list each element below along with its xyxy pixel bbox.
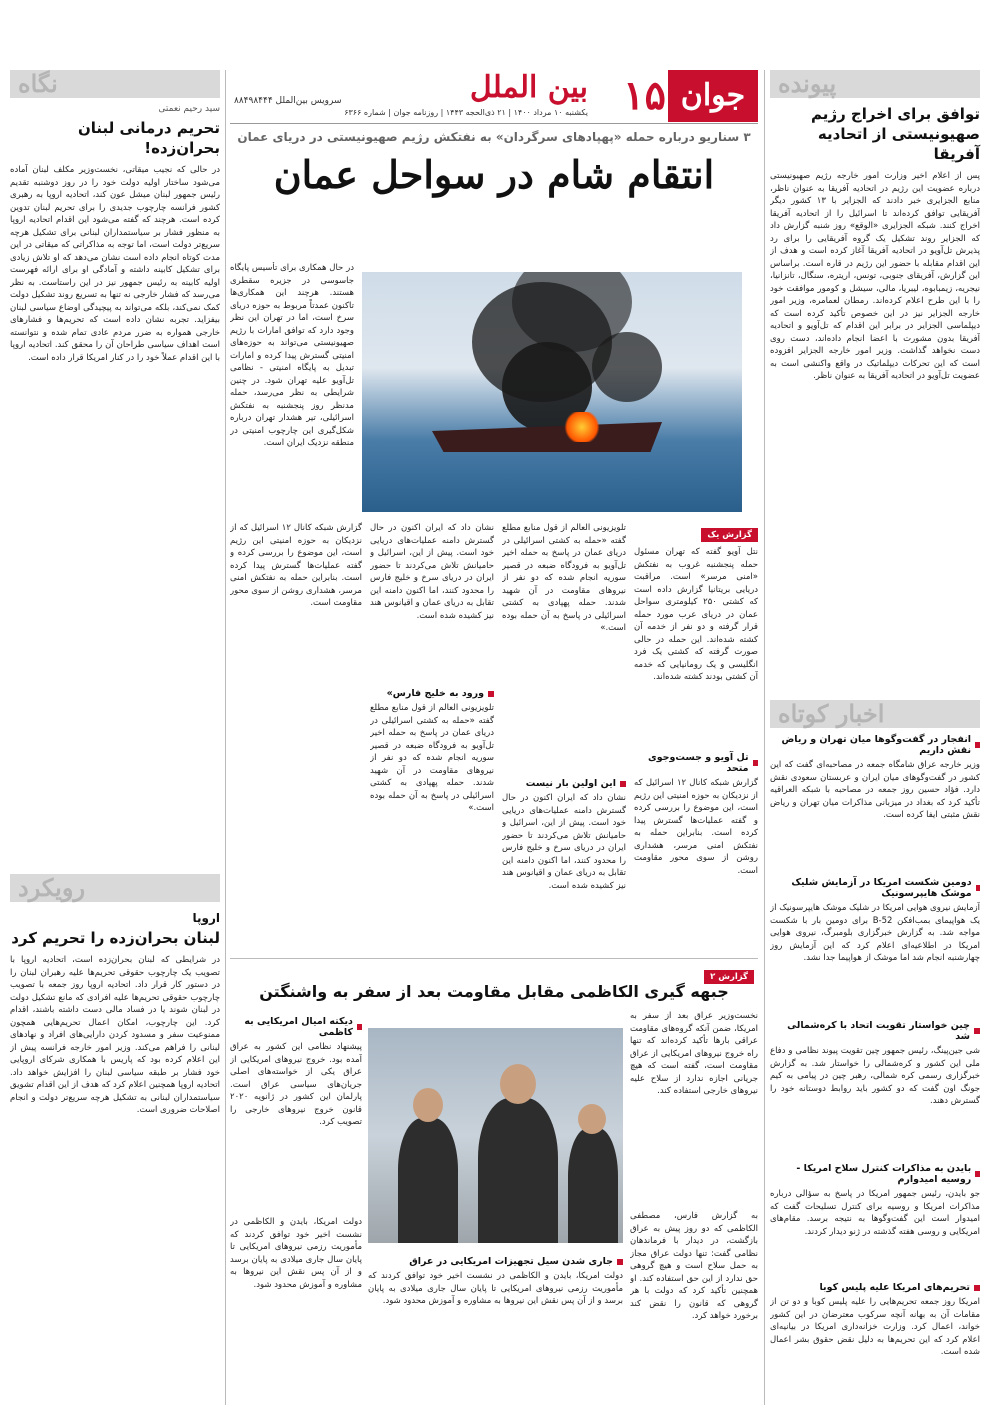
right-column — [770, 70, 980, 1405]
person-figure — [568, 1128, 618, 1243]
lead-headline[interactable]: انتقام شام در سواحل عمان — [273, 152, 715, 197]
news-body: امریکا روز جمعه تحریم‌هایی را علیه پلیس کوبا و دو تن از مقامات آن به بهانه آنچه سرکوب معترضان در این کشور خواند، اعمال کرد. وزارت خزانه‌داری امریکا در بیانیه‌ای اعلام کرد که این تحریم‌ها به دلیل نقض حقوق بشر اعمال شده است. — [770, 1297, 980, 1357]
news-title[interactable]: چین خواستار تقویت اتحاد با کره‌شمالی شد — [770, 1020, 980, 1042]
newspaper-logo[interactable]: جوان — [668, 70, 758, 122]
lead-subhead: ورود به خلیج فارس» — [370, 688, 494, 699]
news-body: وزیر خارجه عراق شامگاه جمعه در مصاحبه‌ای گفت که این کشور در گفت‌وگوهای میان ایران و عربستان سعودی نقش دارد. فؤاد حسین روز جمعه در مصاحبه با شبکه العراقیه تأکید کرد که بغداد در میزبانی مذاکرات میان تهران و ریاض نقش مثبتی ایفا کرده است. — [770, 760, 980, 820]
page-number-badge: ۱۵ — [623, 72, 666, 119]
news-title[interactable]: دومین شکست امریکا در آزمایش شلیک موشک هایپرسونیک — [770, 877, 980, 899]
band-watermark: پیونده — [778, 69, 837, 98]
column-divider — [225, 70, 226, 1405]
news-body: جو بایدن، رئیس جمهور امریکا در پاسخ به سؤالی درباره مذاکرات امریکا و روسیه برای کنترل تسلیحات گفت که امیدوار است این گفت‌وگوها به نتیجه برسد. مقام‌های امریکایی و روسی هفته گذشته در ژنو دیدار کردند. — [770, 1189, 980, 1237]
story2-headline[interactable]: جبهه گیری الکاظمی مقابل مقاومت بعد از سفر به واشنگتن — [259, 982, 729, 1001]
news-item — [770, 1163, 980, 1276]
news-body: آزمایش نیروی هوایی امریکا در شلیک موشک هایپرسونیک از یک هواپیمای بمب‌افکن B-52 برای دومین بار با شکست مواجه شد. به گزارش خبرگزاری بلومبرگ، نیروی هوایی امریکا در اطلاعیه‌ای اعلام کرد که این آزمایش روز چهارشنبه انجام شد اما موشک از هواپیما جدا نشد. — [770, 903, 980, 963]
lead-story-columns — [230, 522, 758, 962]
left-headline-2[interactable]: لبنان بحران‌زده را تحریم کرد — [11, 929, 220, 947]
bullet-square-icon — [488, 691, 494, 697]
news-item — [770, 1020, 980, 1157]
report-tag-2-wrap — [704, 964, 754, 984]
left-body: در حالی که نجیب میقاتی، نخست‌وزیر مکلف لبنان آماده می‌شود ساختار اولیه دولت خود را در روز دوشنبه تقدیم رئیس جمهور لبنان میشل عون کند، اتحادیه اروپا به رهبری کشور فرانسه چارچوب جدیدی را برای تحریم لبنان تدوین کرده است. هرچند که گفته می‌شود این اقدام اتحادیه اروپا به منظور فشار بر سیاستمداران لبنانی برای تشکیل هرچه سریع‌تر دولت است، اما توجه به مذاکراتی که میقاتی در این مدت کوتاه انجام داده است نشان می‌دهد که او تلاش زیادی برای تشکیل کابینه داشته و آمادگی او برای ارائه فهرست اولیه کابینه به رئیس جمهور نیز در این راستاست. به نظر می‌رسد که فشار خارجی نه تنها به تسریع روند تشکیل دولت کمک نمی‌کند، بلکه می‌تواند به پیچیدگی اوضاع سیاسی لبنان بیفزاید. تجربه نشان داده است که تحریم‌ها و فشارهای خارجی همواره به ضرر مردم عادی تمام شده و نتوانسته است اهداف سیاسی طراحان آن را محقق کند. اتحادیه اروپا با این اقدام عملاً خود را در کنار امریکا قرار داده است. — [10, 165, 220, 363]
lead-col-2: تلویزیونی العالم از قول منابع مطلع گفته «حمله به کشتی اسرائیلی در دریای عمان در پاسخ به حمله اخیر تل‌آویو به فرودگاه ضبعه در قصیر سوریه انجام شده که دو نفر از نیروهای مقاومت در آن شهید شدند. حمله پهپادی به کشتی اسرائیلی در پاسخ به آن حمله بوده است.» این اولین بار نیست نشان داد که ایران اکنون در حال گسترش دامنه عملیات‌های دریایی خود است. پیش از این، اسرائیل و حامیانش تلاش می‌کردند تا حضور ایران در دریای سرخ و خلیج فارس را محدود کنند، اما اکنون دامنه این تقابل به دریای عمان و اقیانوس هند نیز کشیده شده است. — [502, 523, 626, 891]
section-band-negah — [10, 70, 220, 98]
author-byline: سید رحیم نعمتی — [158, 104, 220, 114]
news-title[interactable]: بایدن به مذاکرات کنترل سلاح امریکا - روسیه امیدوارم — [770, 1163, 980, 1185]
lead-intro: در حال همکاری برای تأسیس پایگاه جاسوسی در جزیره سقطری هستند. هرچند این همکاری‌ها تاکنون عمدتاً مربوط به حوزه دریای سرخ است، اما در تهران این نظر وجود دارد که توافق امارات با رژیم صهیونیستی می‌تواند به حوزه‌های امنیتی گسترش پیدا کرده و امارات تبدیل به پایگاه امنیتی - نظامی تل‌آویو علیه تهران شود. در چنین شرایطی به نظر می‌رسد، حمله مدنظر روز پنجشنبه به نفتکش اسرائیلی، تیر هشدار تهران درباره شکل‌گیری این چارچوب امنیتی در منطقه نزدیک ایران است. — [230, 263, 354, 448]
right-headline[interactable]: توافق برای اخراج رژیم صهیونیستی از اتحادیه آفریقا — [811, 105, 980, 163]
bullet-square-icon — [620, 781, 626, 787]
person-head — [500, 1064, 536, 1104]
news-item — [770, 877, 980, 1014]
bullet-square-icon — [753, 760, 758, 766]
story2-col-left: دیکته امیال امریکایی به کاظمی پیشنهاد نظامی این کشور به عراق آمده بود. خروج نیروهای امریکایی از عراق یکی از خواسته‌های اصلی جریان‌های سیاسی عراق است. پارلمان این کشور در ژانویه ۲۰۲۰ قانون خروج نیروهای خارجی را تصویب کرد. دولت امریکا، بایدن و الکاظمی در نشست اخیر خود توافق کردند که مأموریت رزمی نیروهای امریکایی تا پایان سال جاری میلادی به پایان برسد و از آن پس نقش این نیروها به مشاوره و آموزش محدود شود. — [230, 1016, 362, 1290]
lead-subhead: تل آویو و جست‌وجوی متحد — [634, 752, 758, 774]
dateline: یکشنبه ۱۰ مرداد ۱۴۰۰ | ۲۱ ذی‌الحجه ۱۴۴۳ | روزنامه جوان | شماره ۶۳۶۶ — [344, 108, 588, 117]
bullet-square-icon — [357, 1024, 362, 1030]
tanker-fire-photo — [362, 272, 742, 512]
smoke-cloud — [592, 332, 662, 402]
story2-col-1: نخست‌وزیر عراق بعد از سفر به امریکا، ضمن آنکه گروه‌های مقاومت عراقی بارها تأکید کرده‌اند که تنها راه خروج نیروهای امریکایی از عراق مقاومت است، گفته است که هیچ جریانی اجازه ندارد از سلاح علیه نیروهای خارجی استفاده کند. به گزارش فارس، مصطفی الکاظمی که دو روز پیش به عراق بازگشت، در دیدار با فرماندهان نظامی گفت: تنها دولت عراق مجاز به حمل سلاح است و هیچ گروهی حق ندارد از این حق استفاده کند. او همچنین تأکید کرد که دولت با هر گروهی که قانون را نقض کند برخورد خواهد کرد. — [630, 1011, 758, 1321]
news-body: شی جین‌پینگ، رئیس جمهور چین تقویت پیوند نظامی و دفاع ملی این کشور و کره‌شمالی را خواستار شد. به گزارش خبرگزاری رسمی کره شمالی، رهبر چین در پیامی به کیم جونگ اون گفت که دو کشور باید روابط دوستانه خود را گسترش دهند. — [770, 1046, 980, 1106]
bullet-square-icon — [975, 742, 980, 748]
news-title[interactable]: تحریم‌های امریکا علیه پلیس کوبا — [770, 1282, 980, 1293]
bullet-square-icon — [617, 1259, 623, 1265]
band-watermark: نگاه — [18, 69, 58, 98]
person-figure — [478, 1098, 558, 1243]
service-phone: سرویس بین‌الملل ۸۸۴۹۸۴۴۴ — [234, 96, 342, 106]
bullet-square-icon — [975, 1171, 980, 1177]
kadhimi-photo — [368, 1028, 623, 1243]
tanker-ship — [432, 422, 662, 452]
story-divider — [230, 958, 758, 959]
column-divider — [764, 70, 765, 1405]
band-watermark-2: رویکرد — [18, 873, 86, 902]
band-watermark-2: اخبار کوتاه — [778, 699, 885, 728]
fire-glow — [562, 412, 602, 442]
lead-subhead: این اولین بار نیست — [502, 778, 626, 789]
news-item — [770, 1282, 980, 1384]
bullet-square-icon — [976, 885, 980, 891]
lead-kicker: ۳ سناریو درباره حمله «پهپادهای سرگردان» به نفتکش رژیم صهیونیستی در دریای عمان — [237, 130, 751, 144]
bullet-square-icon — [974, 1028, 980, 1034]
report-tag-2: گزارش ۲ — [704, 970, 754, 984]
story2-subhead: دیکته امیال امریکایی به کاظمی — [230, 1016, 362, 1038]
section-band-news — [770, 700, 980, 728]
story2-photo-top — [368, 1010, 623, 1028]
left-headline[interactable]: تحریم درمانی لبنان بحران‌زده! — [78, 119, 220, 157]
section-title: بین الملل — [469, 70, 588, 105]
report-tag: گزارش یک — [701, 528, 758, 542]
story2-subhead: جاری شدن سیل تجهیزات امریکایی در عراق — [368, 1256, 623, 1267]
person-head — [578, 1104, 606, 1134]
person-head — [413, 1088, 443, 1122]
section-band-peyvand — [770, 70, 980, 98]
section-band-rooykard — [10, 874, 220, 902]
news-item — [770, 734, 980, 871]
lead-col-4: گزارش شبکه کانال ۱۲ اسرائیل که از نزدیکان به حوزه امنیتی این رژیم است، این موضوع را بررسی کرده و گفته عملیات‌ها گسترش پیدا کرده است. بنابراین حمله به نفتکش امنی مرسر، هشداری روشن از سوی محور مقاومت است. — [230, 523, 362, 608]
left-body-2: در شرایطی که لبنان بحران‌زده است، اتحادیه اروپا با تصویب یک چارچوب حقوقی تحریم‌ها علیه رهبران لبنان را در دستور کار قرار داد. اتحادیه اروپا روز جمعه با تصویب چارچوب حقوقی تحریم‌ها علیه افرادی که مانع تشکیل دولت در لبنان شوند یا در فساد مالی دست داشته باشند، اقدام کرد. این چارچوب، امکان اعمال تحریم‌هایی همچون ممنوعیت سفر و مسدود کردن دارایی‌های افراد و نهادهای لبنانی را فراهم می‌کند. وزیر امور خارجه فرانسه پیش از این اعلام کرده بود که پاریس با همکاری شرکای اروپایی خود فشار بر طبقه سیاسی لبنان را افزایش خواهد داد. اتحادیه اروپا همچنین اعلام کرد که هدف از این اقدام تشویق سیاستمداران لبنانی به تشکیل هرچه سریع‌تر دولت و انجام اصلاحات ضروری است. — [10, 955, 220, 1115]
news-title[interactable]: انفجار در گفت‌وگوها میان تهران و ریاض نقش داریم — [770, 734, 980, 756]
masthead — [230, 70, 758, 124]
left-column — [10, 70, 220, 1405]
left-headline-2-kicker: اروپا — [192, 911, 220, 925]
right-body: پس از اعلام اخیر وزارت امور خارجه رژیم صهیونیستی درباره عضویت این رژیم در اتحادیه آفریقا به عنوان ناظر، منابع الجزایری خبر دادند که الجزایر با ۱۳ کشور دیگر آفریقایی توافق کرده‌اند تا اسرائیل را از اتحادیه آفریقا اخراج کنند. شبکه الجزایری «الوقع» روز شنبه گزارش داد که الجزایر روند تشکیل یک گروه آفریقایی را برای رد پذیرش تل‌آویو در اتحادیه آفریقا آغاز کرده است و هدف از این اقدام مقابله با حضور این رژیم در قاره است. براساس این گزارش، آفریقای جنوبی، تونس، اریتره، سنگال، تانزانیا، نیجریه، زیمبابوه، لیبریا، مالی، سیشل و کومور موافقت خود را با این طرح اعلام کرده‌اند. رمطان لعمامره، وزیر امور خارجه الجزایر نیز در این خصوص تأکید کرده است که دیپلماسی الجزایر در برابر این اقدام که تل‌آویو و اتحادیه آفریقا بدون مشورت با اعضا انجام داده‌اند، دست روی دست نخواهد گذاشت. وزیر امور خارجه الجزایر افزوده است که این تحرکات دیپلماتیک در واقع واکنشی است به عضویت تل‌آویو در اتحادیه آفریقا به عنوان ناظر. — [770, 171, 980, 381]
story2-below-photo: جاری شدن سیل تجهیزات امریکایی در عراق دولت امریکا، بایدن و الکاظمی در نشست اخیر خود توافق کردند که مأموریت رزمی نیروهای امریکایی تا پایان سال جاری میلادی به پایان برسد و از آن پس نقش این نیروها به مشاوره و آموزش محدود شود. — [368, 1256, 623, 1306]
lead-intro-column — [230, 262, 354, 524]
lead-col-3: نشان داد که ایران اکنون در حال گسترش دامنه عملیات‌های دریایی خود است. پیش از این، اسرائیل و حامیانش تلاش می‌کردند تا حضور ایران در دریای سرخ و خلیج فارس را محدود کنند، اما اکنون دامنه این تقابل به دریای عمان و اقیانوس هند نیز کشیده شده است. ورود به خلیج فارس» تلویزیونی العالم از قول منابع مطلع گفته «حمله به کشتی اسرائیلی در دریای عمان در پاسخ به حمله اخیر تل‌آویو به فرودگاه ضبعه در قصیر سوریه انجام شده که دو نفر از نیروهای مقاومت در آن شهید شدند. حمله پهپادی به کشتی اسرائیلی در پاسخ به آن حمله بوده است.» — [370, 523, 494, 813]
lead-col-1: گزارش یک نتل آویو گفته که تهران مسئول حمله پنجشنبه غروب به نفتکش «امنی مرسر» است. مراقبت دریایی بریتانیا گزارش داده است که کشتی ۲۵۰ کیلومتری سواحل عمان در دریای عرب مورد حمله قرار گرفته و دو نفر از خدمه آن کشته شده‌اند. این حمله در حالی صورت گرفته که کشتی یک فرد انگلیسی و یک رومانیایی که خدمه آن کشتی بودند کشته شده‌اند. تل آویو و جست‌وجوی متحد گزارش شبکه کانال ۱۲ اسرائیل که از نزدیکان به حوزه امنیتی این رژیم است، این موضوع را بررسی کرده و گفته عملیات‌ها گسترش پیدا کرده است. بنابراین حمله به نفتکش امنی مرسر، هشداری روشن از سوی محور مقاومت است. — [634, 530, 758, 876]
bullet-square-icon — [974, 1285, 980, 1291]
person-figure — [398, 1118, 458, 1243]
